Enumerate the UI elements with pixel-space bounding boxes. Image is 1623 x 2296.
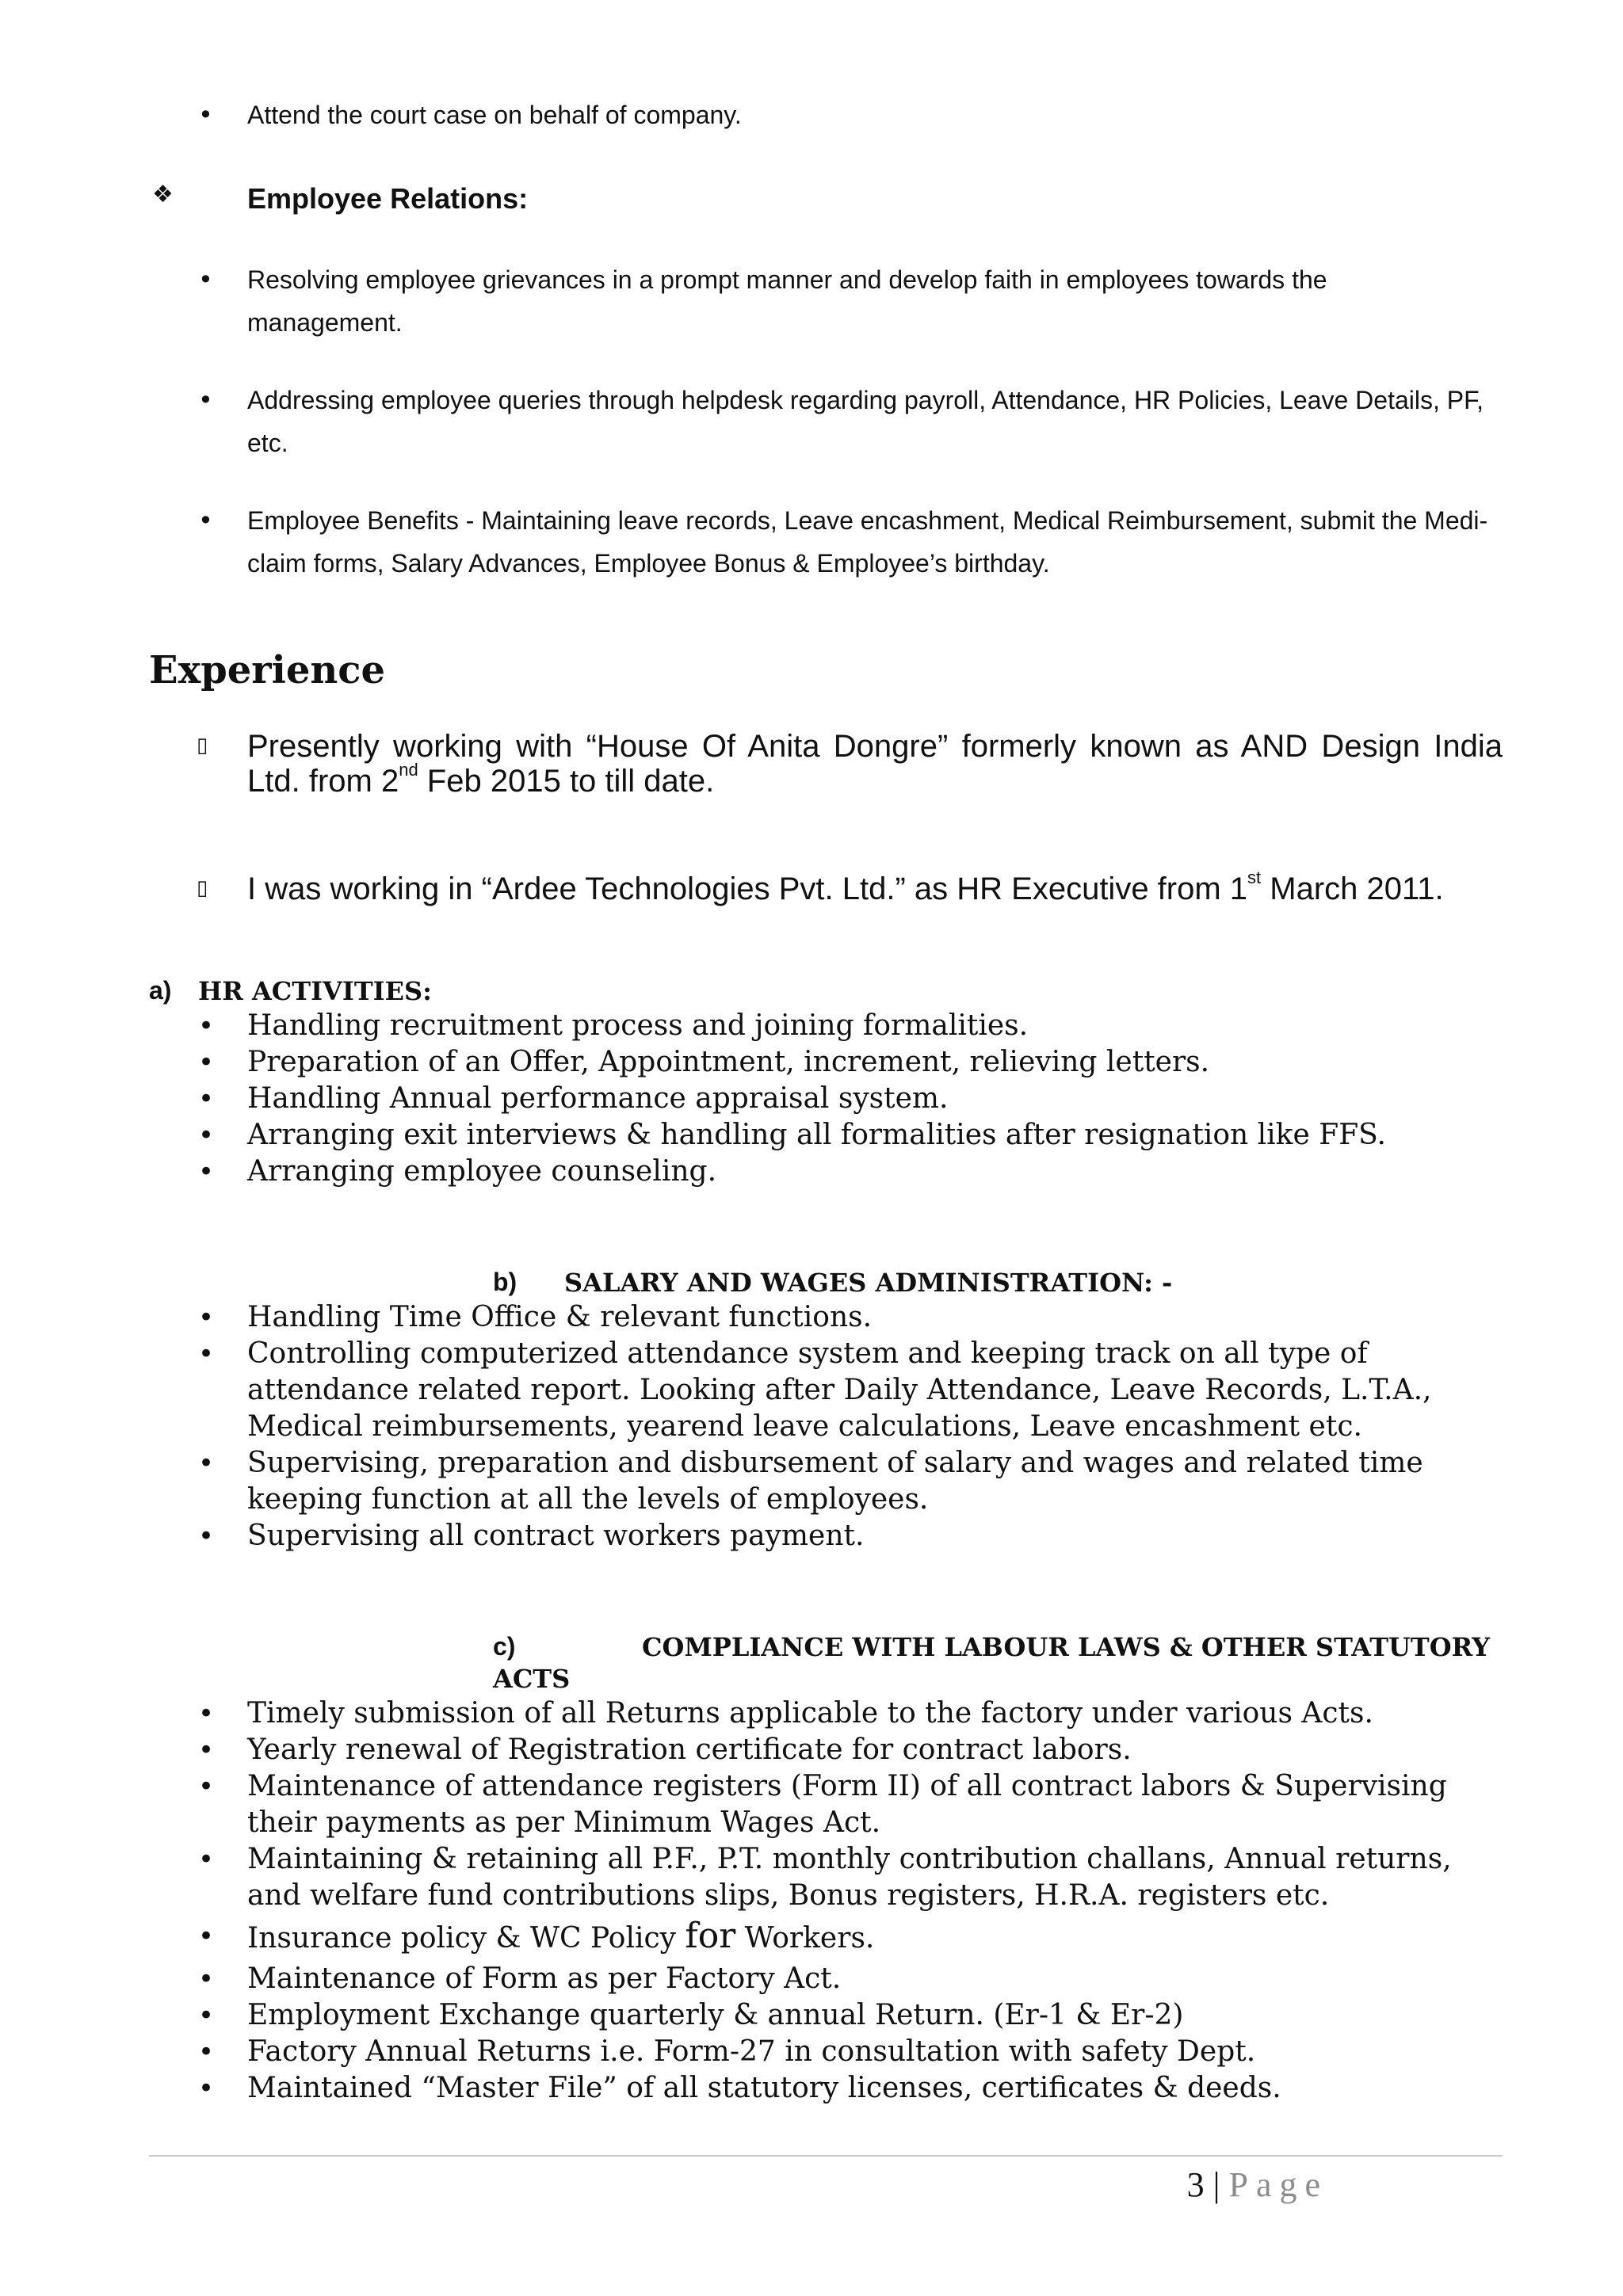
ordinal-suffix: nd xyxy=(399,760,418,780)
list-item: • Maintaining & retaining all P.F., P.T. monthly contribution challans, Annual returns, and welfare fund contributions slips, Bonus registers, H.R.A. registers etc. xyxy=(149,1841,1512,1914)
ordinal-suffix: st xyxy=(1247,868,1262,887)
insurance-text: Insurance policy & WC Policy xyxy=(247,1922,685,1955)
salary-wages-heading: SALARY AND WAGES ADMINISTRATION: - xyxy=(564,1268,1173,1298)
list-item: • Employee Benefits - Maintaining leave records, Leave encashment, Medical Reimbursement, submit the Medi-claim forms, Salary Advances, Employee Bonus & Employee’s birthday. xyxy=(149,499,1488,585)
list-item: • Handling Time Office & relevant functions. xyxy=(149,1299,1512,1336)
page-number: 3 xyxy=(1186,2165,1205,2204)
top-bullet-list xyxy=(149,93,1512,136)
hr-activities-heading: HR ACTIVITIES: xyxy=(198,976,432,1006)
experience-item-current-text: Presently working with “House Of Anita Dongre” formerly known as AND Design India Ltd. from 2 xyxy=(247,729,1503,799)
experience-item-current xyxy=(247,729,1503,799)
list-item: • Supervising all contract workers payment. xyxy=(149,1518,1512,1554)
list-item: • Factory Annual Returns i.e. Form-27 in consultation with safety Dept. xyxy=(149,2034,1512,2070)
diamond-bullet-icon: ❖ xyxy=(152,181,174,208)
list-item: • Maintenance of attendance registers (Form II) of all contract labors & Supervising their payments as per Minimum Wages Act. xyxy=(149,1768,1512,1841)
insurance-text-for: for xyxy=(685,1916,736,1956)
compliance-heading-cont: ACTS xyxy=(493,1664,571,1694)
list-item: • Maintained “Master File” of all statutory licenses, certificates & deeds. xyxy=(149,2070,1512,2107)
list-item: • Resolving employee grievances in a prompt manner and develop faith in employees towards the management. xyxy=(149,258,1488,344)
salary-wages-list xyxy=(149,1299,1512,1554)
section-label-b: b) xyxy=(493,1268,517,1296)
list-marker-icon: ▯ xyxy=(197,734,208,757)
experience-item-previous xyxy=(247,868,1515,906)
list-item: • Preparation of an Offer, Appointment, increment, relieving letters. xyxy=(149,1044,1512,1081)
employee-relations-list xyxy=(149,258,1488,585)
list-item: • Handling Annual performance appraisal system. xyxy=(149,1081,1512,1117)
page-separator: | xyxy=(1212,2165,1220,2204)
list-item: • Employment Exchange quarterly & annual Return. (Er-1 & Er-2) xyxy=(149,1997,1512,2034)
list-item: • Controlling computerized attendance system and keeping track on all type of attendance related report. Looking after Daily Attendance, Leave Records, L.T.A., Medical reimbursements, yearend leave calculations, Leave encashment etc. xyxy=(149,1336,1512,1445)
insurance-text-end: Workers. xyxy=(735,1922,875,1955)
list-item: • Maintenance of Form as per Factory Act. xyxy=(149,1961,1512,1997)
list-item: • Timely submission of all Returns applicable to the factory under various Acts. xyxy=(149,1695,1512,1732)
experience-heading: Experience xyxy=(149,648,386,692)
list-item: • Yearly renewal of Registration certificate for contract labors. xyxy=(149,1732,1512,1768)
experience-item-previous-text-end: March 2011. xyxy=(1261,871,1444,906)
list-item: • Arranging exit interviews & handling all formalities after resignation like FFS. xyxy=(149,1117,1512,1154)
list-item: • Arranging employee counseling. xyxy=(149,1154,1512,1190)
list-item: • Supervising, preparation and disbursement of salary and wages and related time keeping function at all the levels of employees. xyxy=(149,1445,1512,1518)
compliance-heading: COMPLIANCE WITH LABOUR LAWS & OTHER STATUTORY xyxy=(642,1632,1491,1662)
list-item: • Addressing employee queries through helpdesk regarding payroll, Attendance, HR Policies, Leave Details, PF, etc. xyxy=(149,379,1488,464)
employee-relations-heading: Employee Relations: xyxy=(247,182,529,215)
page-label: Page xyxy=(1228,2165,1328,2204)
compliance-list xyxy=(149,1695,1512,2107)
list-item xyxy=(149,1914,1512,1961)
hr-activities-list xyxy=(149,1008,1512,1190)
list-item: • Attend the court case on behalf of company. xyxy=(149,93,1512,136)
footer-divider xyxy=(149,2155,1503,2157)
experience-item-previous-text: I was working in “Ardee Technologies Pvt. Ltd.” as HR Executive from 1 xyxy=(247,871,1248,906)
page-footer xyxy=(1187,2164,1328,2205)
list-marker-icon: ▯ xyxy=(197,876,208,900)
section-label-c: c) xyxy=(493,1632,516,1661)
experience-item-current-text-end: Feb 2015 to till date. xyxy=(418,764,715,799)
section-label-a: a) xyxy=(149,976,172,1005)
list-item: • Handling recruitment process and joining formalities. xyxy=(149,1008,1512,1044)
